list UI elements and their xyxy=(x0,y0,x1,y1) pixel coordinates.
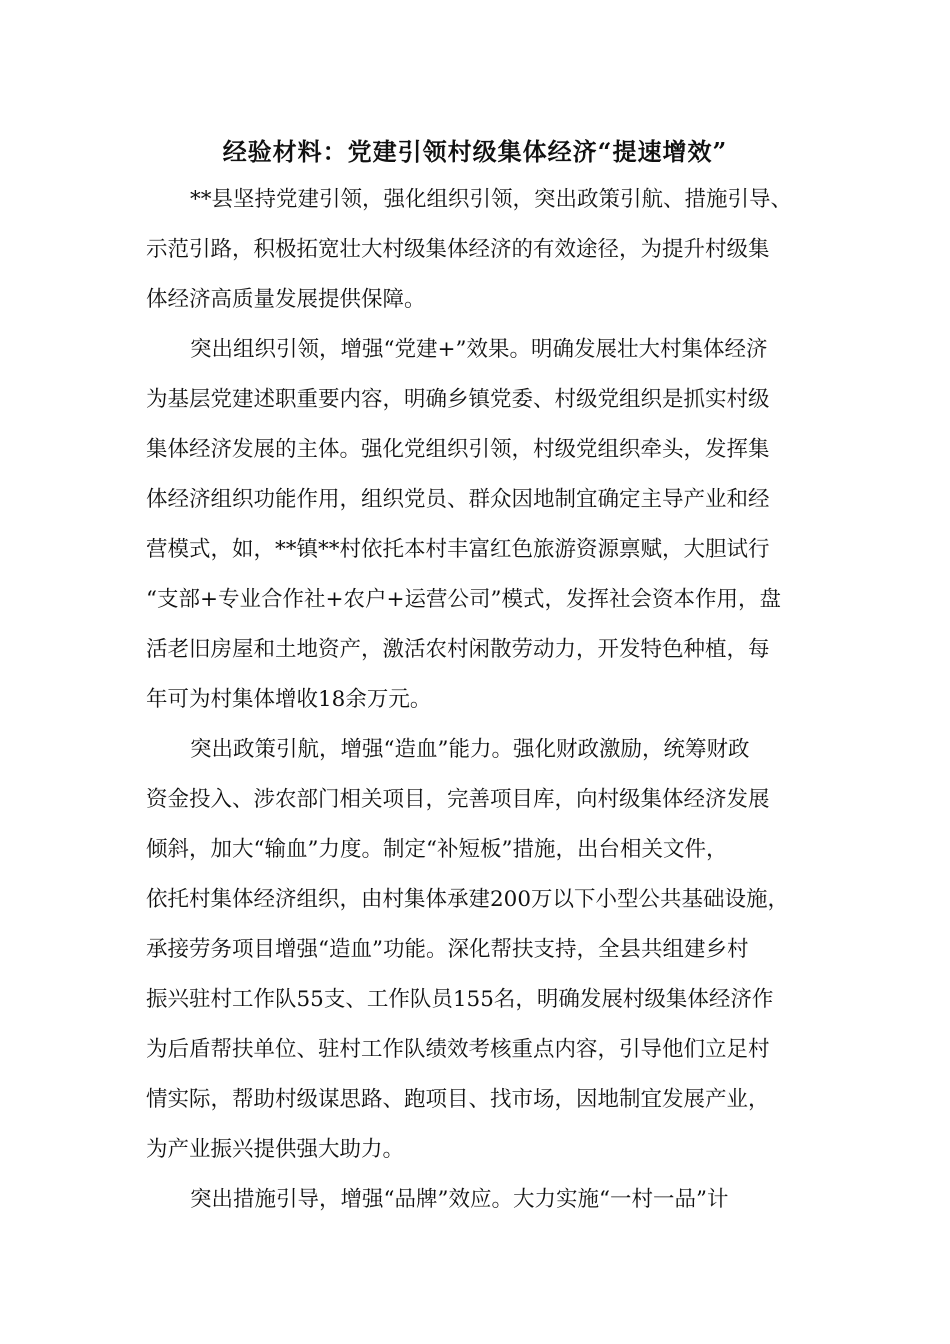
paragraph-1-line-3: 体经济高质量发展提供保障。 xyxy=(146,287,426,312)
paragraph-3-line-1: 突出政策引航，增强“造血”能力。强化财政激励，统筹财政 xyxy=(190,737,750,762)
paragraph-2-line-7: 活老旧房屋和土地资产，激活农村闲散劳动力，开发特色种植，每 xyxy=(146,637,770,662)
paragraph-3-line-7: 为后盾帮扶单位、驻村工作队绩效考核重点内容，引导他们立足村 xyxy=(146,1037,770,1062)
paragraph-3-line-2: 资金投入、涉农部门相关项目，完善项目库，向村级集体经济发展 xyxy=(146,787,770,812)
paragraph-3-line-4: 依托村集体经济组织，由村集体承建200万以下小型公共基础设施， xyxy=(146,887,790,912)
paragraph-1-line-1: **县坚持党建引领，强化组织引领，突出政策引航、措施引导、 xyxy=(190,187,793,212)
paragraph-2-line-5: 营模式，如，**镇**村依托本村丰富红色旅游资源禀赋，大胆试行 xyxy=(146,537,770,562)
paragraph-2-line-2: 为基层党建述职重要内容，明确乡镇党委、村级党组织是抓实村级 xyxy=(146,387,770,412)
document-title: 经验材料：党建引领村级集体经济“提速增效” xyxy=(222,137,728,166)
paragraph-3-line-9: 为产业振兴提供强大助力。 xyxy=(146,1137,405,1162)
paragraph-1-line-2: 示范引路，积极拓宽壮大村级集体经济的有效途径，为提升村级集 xyxy=(146,237,770,262)
paragraph-3-line-8: 情实际，帮助村级谋思路、跑项目、找市场，因地制宜发展产业， xyxy=(146,1087,770,1112)
paragraph-3-line-6: 振兴驻村工作队55支、工作队员155名，明确发展村级集体经济作 xyxy=(146,987,774,1012)
paragraph-2-line-1: 突出组织引领，增强“党建+”效果。明确发展壮大村集体经济 xyxy=(190,337,768,362)
paragraph-4-line-1: 突出措施引导，增强“品牌”效应。大力实施“一村一品”计 xyxy=(190,1187,729,1212)
paragraph-2-line-8: 年可为村集体增收18余万元。 xyxy=(146,687,432,712)
paragraph-3-line-3: 倾斜，加大“输血”力度。制定“补短板”措施，出台相关文件， xyxy=(146,837,728,862)
paragraph-3-line-5: 承接劳务项目增强“造血”功能。深化帮扶支持，全县共组建乡村 xyxy=(146,937,749,962)
paragraph-2-line-4: 体经济组织功能作用，组织党员、群众因地制宜确定主导产业和经 xyxy=(146,487,770,512)
paragraph-2-line-6: “支部+专业合作社+农户+运营公司”模式，发挥社会资本作用，盘 xyxy=(146,587,782,612)
paragraph-2-line-3: 集体经济发展的主体。强化党组织引领，村级党组织牵头，发挥集 xyxy=(146,437,770,462)
